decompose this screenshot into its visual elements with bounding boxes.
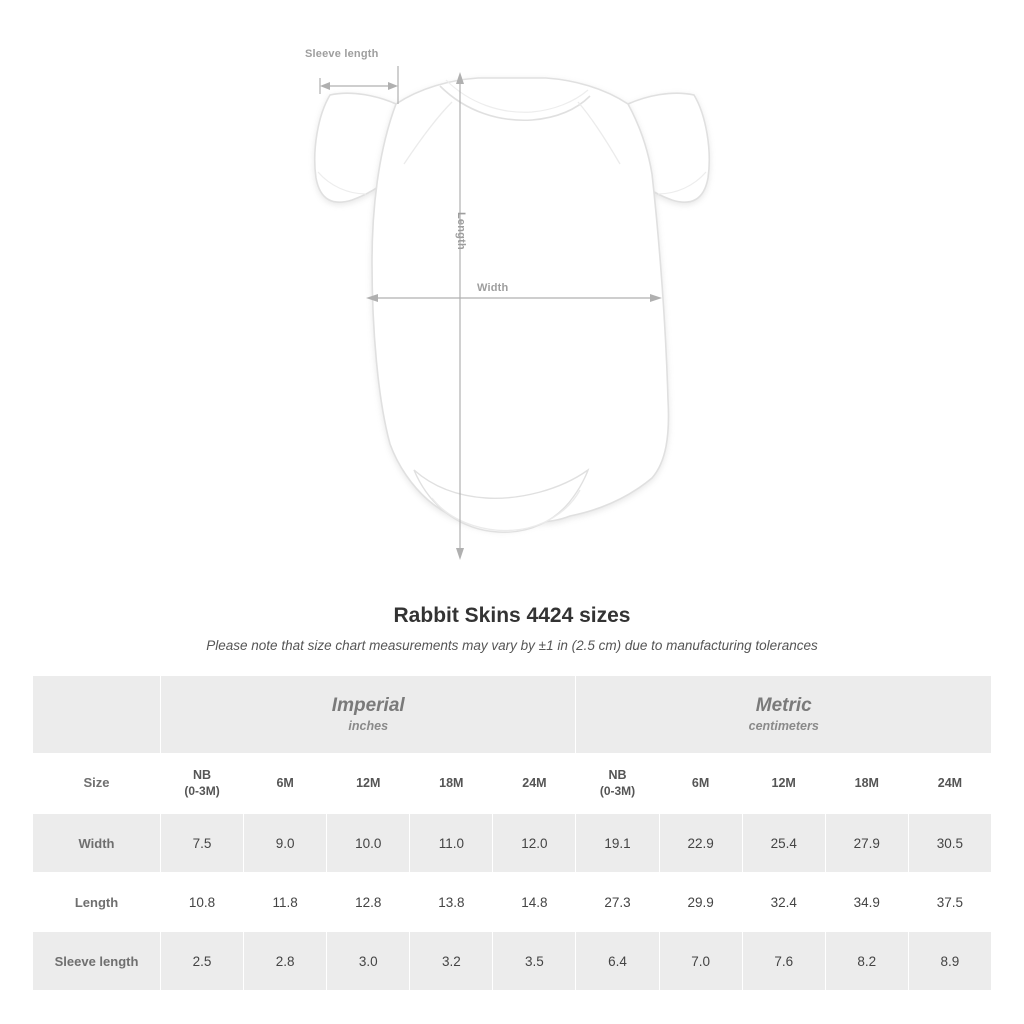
- table-cell: 2.8: [244, 932, 327, 991]
- table-cell: 9.0: [244, 814, 327, 873]
- size-main: 12M: [771, 775, 796, 790]
- unit-header-imperial: [161, 676, 576, 754]
- table-cell: 22.9: [659, 814, 742, 873]
- page-title: Rabbit Skins 4424 sizes: [393, 604, 631, 627]
- size-header-cell: [161, 754, 244, 814]
- table-cell: 27.3: [576, 873, 659, 932]
- size-main: 6M: [691, 775, 710, 790]
- width-measure-label: Width: [477, 282, 509, 294]
- table-cell: 10.8: [161, 873, 244, 932]
- row-label-length: Length: [33, 873, 161, 932]
- table-cell: 3.0: [327, 932, 410, 991]
- size-header-cell: [327, 754, 410, 814]
- table-cell: 8.2: [825, 932, 908, 991]
- table-cell: 3.5: [493, 932, 576, 991]
- table-cell: 30.5: [908, 814, 991, 873]
- table-cell: 14.8: [493, 873, 576, 932]
- size-column-label: Size: [33, 754, 161, 814]
- table-row: [33, 932, 992, 991]
- size-header-cell: [576, 754, 659, 814]
- size-main: 24M: [937, 775, 963, 790]
- size-chart-table: [32, 675, 992, 991]
- length-measure-label: Length: [455, 212, 467, 250]
- row-label-width: Width: [33, 814, 161, 873]
- table-row: [33, 814, 992, 873]
- table-cell: 34.9: [825, 873, 908, 932]
- table-cell: 2.5: [161, 932, 244, 991]
- table-cell: 12.0: [493, 814, 576, 873]
- size-header-cell: [493, 754, 576, 814]
- tolerance-note: Please note that size chart measurements may vary by ±1 in (2.5 cm) due to manufacturing tolerances: [206, 638, 818, 653]
- size-sub: (0-3M): [599, 783, 636, 798]
- table-cell: 13.8: [410, 873, 493, 932]
- unit-name-metric: Metric: [755, 694, 812, 716]
- size-header-cell: [908, 754, 991, 814]
- size-header-cell: [244, 754, 327, 814]
- table-cell: 37.5: [908, 873, 991, 932]
- table-cell: 3.2: [410, 932, 493, 991]
- unit-header-metric: [576, 676, 992, 754]
- table-cell: 29.9: [659, 873, 742, 932]
- table-cell: 7.6: [742, 932, 825, 991]
- size-header-cell: [825, 754, 908, 814]
- table-cell: 12.8: [327, 873, 410, 932]
- size-header-cell: [410, 754, 493, 814]
- size-main: 18M: [854, 775, 879, 790]
- table-row: [33, 873, 992, 932]
- table-corner-cell: [33, 676, 161, 754]
- size-main: 24M: [522, 775, 547, 790]
- size-header-cell: [659, 754, 742, 814]
- size-header-cell: [742, 754, 825, 814]
- table-cell: 27.9: [825, 814, 908, 873]
- row-label-sleeve-length: Sleeve length: [33, 932, 161, 991]
- size-table-wrapper: [32, 675, 992, 991]
- table-cell: 32.4: [742, 873, 825, 932]
- unit-sub-imperial: inches: [348, 719, 389, 734]
- table-cell: 10.0: [327, 814, 410, 873]
- size-sub: (0-3M): [184, 783, 220, 798]
- table-cell: 25.4: [742, 814, 825, 873]
- title-block: [0, 604, 1024, 653]
- unit-header-row: [33, 676, 992, 754]
- unit-sub-metric: centimeters: [748, 719, 819, 734]
- size-header-row: [33, 754, 992, 814]
- table-cell: 11.0: [410, 814, 493, 873]
- size-main: 18M: [439, 775, 464, 790]
- table-cell: 8.9: [908, 932, 991, 991]
- table-cell: 7.0: [659, 932, 742, 991]
- size-main: NB: [608, 768, 627, 783]
- table-cell: 19.1: [576, 814, 659, 873]
- table-cell: 6.4: [576, 932, 659, 991]
- size-main: 12M: [356, 775, 381, 790]
- size-main: NB: [193, 768, 212, 783]
- sleeve-length-measure-label: Sleeve length: [305, 48, 379, 60]
- size-main: 6M: [276, 775, 294, 790]
- table-cell: 7.5: [161, 814, 244, 873]
- unit-name-imperial: Imperial: [331, 694, 405, 716]
- table-cell: 11.8: [244, 873, 327, 932]
